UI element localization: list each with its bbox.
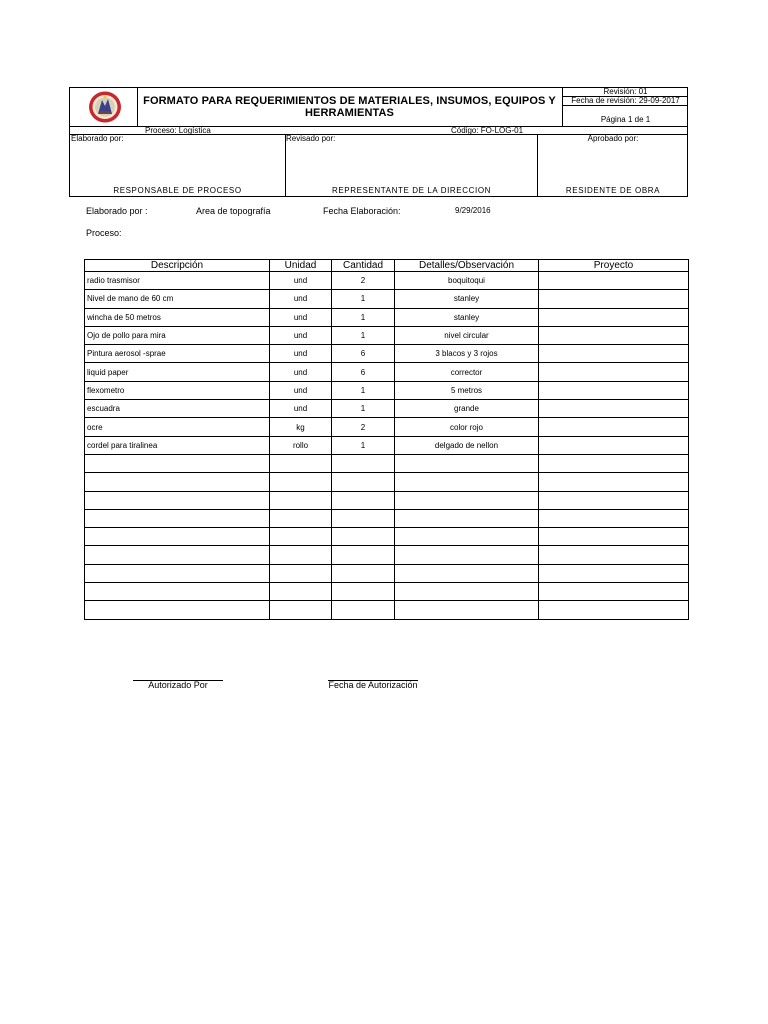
document-code: Código: FO-LOG-01 xyxy=(451,126,524,135)
table-row xyxy=(85,436,689,454)
table-cell xyxy=(85,564,270,582)
table-cell xyxy=(270,509,332,527)
table-body xyxy=(85,272,689,620)
aprobado-por-label: Aprobado por: xyxy=(587,134,639,143)
table-cell xyxy=(539,381,689,399)
table-cell: liquid paper xyxy=(85,363,270,381)
table-cell xyxy=(85,491,270,509)
table-cell xyxy=(270,564,332,582)
table-cell: ocre xyxy=(85,418,270,436)
column-header: Descripción xyxy=(85,260,270,272)
table-cell: Pintura aerosol -sprae xyxy=(85,345,270,363)
table-cell: 1 xyxy=(332,326,395,344)
table-cell: 1 xyxy=(332,308,395,326)
table-row xyxy=(85,546,689,564)
table-cell: 1 xyxy=(332,436,395,454)
table-cell xyxy=(539,473,689,491)
table-cell xyxy=(332,473,395,491)
table-row xyxy=(85,381,689,399)
table-cell: und xyxy=(270,400,332,418)
table-cell xyxy=(539,345,689,363)
table-cell: und xyxy=(270,345,332,363)
table-cell: stanley xyxy=(395,290,539,308)
page-number: Página 1 de 1 xyxy=(600,115,651,124)
signature-residente: RESIDENTE DE OBRA xyxy=(565,186,661,195)
table-cell xyxy=(270,454,332,472)
fecha-autorizacion-label: Fecha de Autorización xyxy=(328,680,418,690)
table-cell xyxy=(539,326,689,344)
table-cell xyxy=(270,491,332,509)
table-cell xyxy=(85,528,270,546)
table-header-row xyxy=(85,260,689,272)
table-cell: rollo xyxy=(270,436,332,454)
elaborado-por-label: Elaborado por: xyxy=(71,134,124,143)
table-row xyxy=(85,601,689,619)
table-cell: color rojo xyxy=(395,418,539,436)
table-cell xyxy=(395,528,539,546)
table-cell: flexometro xyxy=(85,381,270,399)
table-cell xyxy=(539,509,689,527)
table-cell xyxy=(539,272,689,290)
proceso-label: Proceso: xyxy=(86,228,122,238)
table-row xyxy=(85,326,689,344)
table-cell xyxy=(539,583,689,601)
table-cell xyxy=(270,546,332,564)
table-row xyxy=(85,290,689,308)
table-cell: 6 xyxy=(332,345,395,363)
table-cell xyxy=(539,400,689,418)
table-row xyxy=(85,564,689,582)
table-cell xyxy=(85,509,270,527)
table-cell xyxy=(395,601,539,619)
table-cell xyxy=(85,601,270,619)
table-cell xyxy=(539,308,689,326)
document-header xyxy=(69,87,688,197)
table-cell xyxy=(395,583,539,601)
table-cell xyxy=(270,473,332,491)
table-cell xyxy=(539,546,689,564)
table-row xyxy=(85,345,689,363)
table-cell: boquitoqui xyxy=(395,272,539,290)
table-cell: Nivel de mano de 60 cm xyxy=(85,290,270,308)
table-cell xyxy=(395,564,539,582)
autorizado-por-label: Autorizado Por xyxy=(148,680,208,690)
table-cell xyxy=(85,473,270,491)
table-cell xyxy=(332,509,395,527)
column-header: Detalles/Observación xyxy=(395,260,539,272)
fecha-elaboracion-label: Fecha Elaboración: xyxy=(323,206,401,216)
table-row xyxy=(85,418,689,436)
table-cell: und xyxy=(270,381,332,399)
table-cell xyxy=(539,436,689,454)
table-cell: 6 xyxy=(332,363,395,381)
signature-representante: REPRESENTANTE DE LA DIRECCION xyxy=(331,186,492,195)
table-cell xyxy=(539,363,689,381)
table-cell: 5 metros xyxy=(395,381,539,399)
table-cell xyxy=(539,601,689,619)
table-cell xyxy=(395,509,539,527)
table-cell xyxy=(395,491,539,509)
table-cell: kg xyxy=(270,418,332,436)
table-row xyxy=(85,308,689,326)
table-cell xyxy=(539,418,689,436)
table-cell xyxy=(332,528,395,546)
table-cell xyxy=(85,583,270,601)
table-row xyxy=(85,528,689,546)
table-cell xyxy=(395,473,539,491)
table-cell: 3 blacos y 3 rojos xyxy=(395,345,539,363)
revision-number: Revisión: 01 xyxy=(603,87,648,96)
table-cell: wincha de 50 metros xyxy=(85,308,270,326)
table-cell xyxy=(332,564,395,582)
table-cell: radio trasmisor xyxy=(85,272,270,290)
table-cell xyxy=(539,290,689,308)
table-cell xyxy=(332,491,395,509)
table-cell: und xyxy=(270,272,332,290)
table-cell: nivel circular xyxy=(395,326,539,344)
table-row xyxy=(85,473,689,491)
table-cell xyxy=(85,454,270,472)
table-cell xyxy=(332,454,395,472)
table-cell xyxy=(539,454,689,472)
process-label: Proceso: Logística xyxy=(145,126,211,135)
table-cell xyxy=(332,546,395,564)
column-header: Cantidad xyxy=(332,260,395,272)
revision-line-2 xyxy=(562,105,688,106)
table-cell: 2 xyxy=(332,418,395,436)
table-cell xyxy=(539,491,689,509)
table-row xyxy=(85,583,689,601)
table-row xyxy=(85,272,689,290)
table-cell xyxy=(395,546,539,564)
table-cell: 1 xyxy=(332,381,395,399)
table-cell xyxy=(395,454,539,472)
company-logo xyxy=(85,90,125,124)
column-header: Proyecto xyxy=(539,260,689,272)
revisado-por-label: Revisado por: xyxy=(286,134,336,143)
requirements-table xyxy=(84,259,689,620)
table-cell xyxy=(270,601,332,619)
table-cell xyxy=(539,564,689,582)
table-cell: 2 xyxy=(332,272,395,290)
elaborado-value: Area de topografía xyxy=(196,206,271,216)
table-cell xyxy=(332,583,395,601)
table-cell: und xyxy=(270,290,332,308)
table-row xyxy=(85,363,689,381)
table-cell: cordel para tiralinea xyxy=(85,436,270,454)
table-row xyxy=(85,400,689,418)
table-row xyxy=(85,491,689,509)
table-row xyxy=(85,509,689,527)
table-cell xyxy=(270,528,332,546)
table-cell: corrector xyxy=(395,363,539,381)
table-cell: und xyxy=(270,326,332,344)
table-cell: 1 xyxy=(332,400,395,418)
table-cell xyxy=(85,546,270,564)
table-cell: stanley xyxy=(395,308,539,326)
table-cell: 1 xyxy=(332,290,395,308)
table-cell xyxy=(270,583,332,601)
table-cell: escuadra xyxy=(85,400,270,418)
column-header: Unidad xyxy=(270,260,332,272)
table-cell: delgado de nellon xyxy=(395,436,539,454)
revision-date: Fecha de revisión: 29-09-2017 xyxy=(571,96,680,105)
elaborado-label: Elaborado por : xyxy=(86,206,148,216)
table-cell: Ojo de pollo para mira xyxy=(85,326,270,344)
table-cell: und xyxy=(270,308,332,326)
signature-responsable: RESPONSABLE DE PROCESO xyxy=(113,186,242,195)
fecha-elaboracion-value: 9/29/2016 xyxy=(455,206,491,215)
table-cell xyxy=(539,528,689,546)
document-title: FORMATO PARA REQUERIMIENTOS DE MATERIALES, INSUMOS, EQUIPOS Y HERRAMIENTAS xyxy=(143,95,556,119)
table-cell: grande xyxy=(395,400,539,418)
table-cell xyxy=(332,601,395,619)
table-cell: und xyxy=(270,363,332,381)
table-row xyxy=(85,454,689,472)
